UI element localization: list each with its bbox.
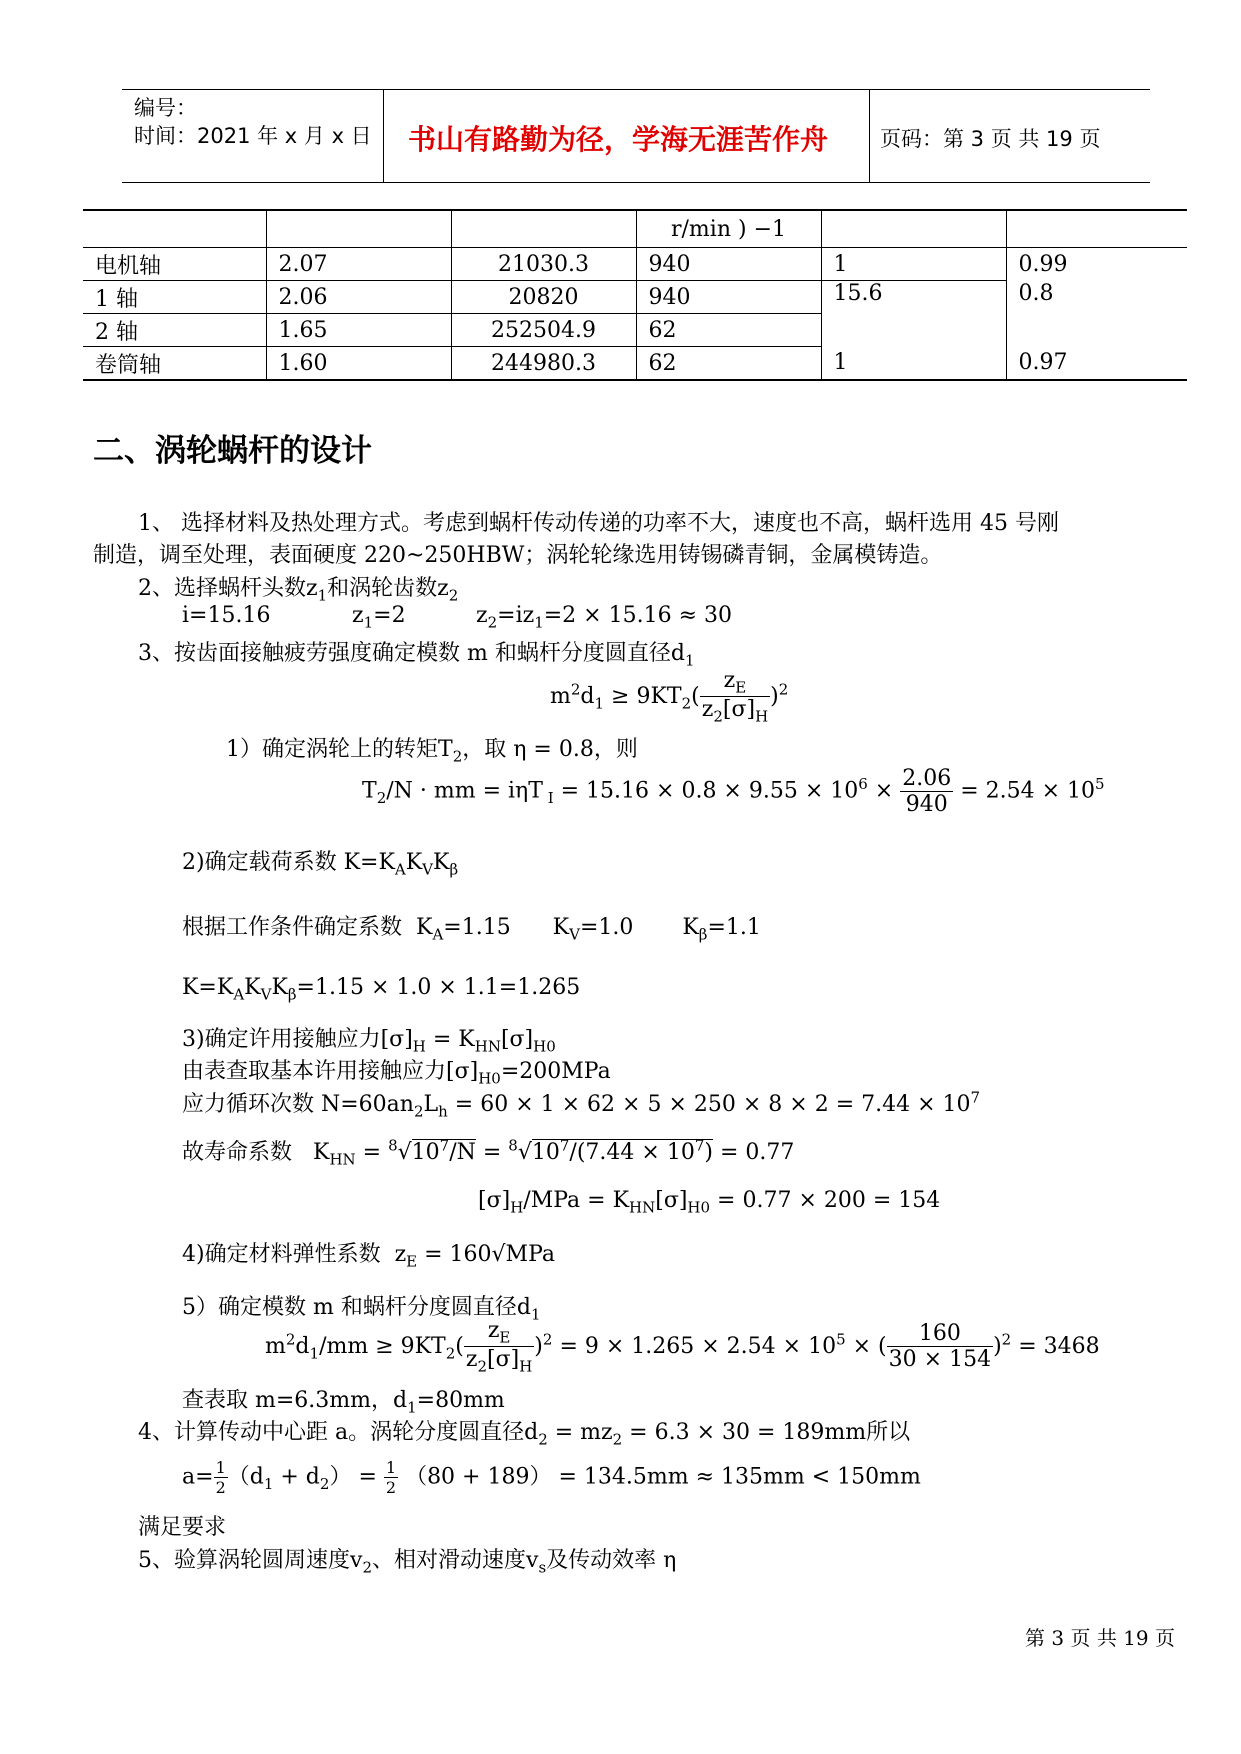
header-date: 时间：2021 年 x 月 x 日 [134,124,372,148]
header-motto: 书山有路勤为径，学海无涯苦作舟 [408,123,829,156]
i-value: i=15.16 [182,603,271,628]
table-row: 卷筒轴 1.60 244980.3 62 1 0.97 [83,347,1187,381]
header-page: 页码：第 3 页 共 19 页 [880,127,1101,151]
header-top-rule [122,89,1150,90]
sub-step-3: 3)确定许用接触应力$[\sigma]_H = K_{HN}[\sigma]_{H0}$ [182,1027,556,1056]
step-3: 3、按齿面接触疲劳强度确定模数 m 和蜗杆分度圆直径$d_1$ [138,641,695,670]
life-factor: 故寿命系数 $K_{HN} = ^8√10^7/N = ^8√10^7/(7.44 \times 10^7) = 0.77$ [182,1136,795,1169]
step-5: 5、验算涡轮圆周速度$v_2$、相对滑动速度$v_s$及传动效率 η [138,1548,677,1577]
table-row [83,210,1187,248]
page-footer: 第 3 页 共 19 页 [1025,1626,1175,1650]
parameter-table [83,209,1187,381]
sub-step-1: 1）确定涡轮上的转矩$T_2$，取 η = 0.8，则 [226,737,638,766]
header-divider [383,89,384,182]
header-divider [869,89,870,182]
sub-step-5: 5）确定模数 m 和蜗杆分度圆直径$d_1$ [182,1295,541,1324]
paragraph-line: 制造，调至处理，表面硬度 220~250HBW；涡轮轮缘选用铸锡磷青铜，金属模铸造。 [93,543,943,568]
table-row: 电机轴 2.07 21030.3 940 1 0.99 [83,248,1187,281]
sub-step-4: 4)确定材料弹性系数 $z_E = 160√MPa$ [182,1242,556,1271]
cycle-count: 应力循环次数 $N=60an_2L_h = 60 \times 1 \times 62 \times 5 \times 250 \times 8 \times 2 = 7.44 \times 10^7$ [182,1088,981,1121]
formula-module: $m^2d_1/mm \ge 9KT_2$( $\frac{z_E}{z_2[\sigma]_H}$ )$^2 = 9 \times 1.265 \times 2.54 \times 10^5$ × ( $\frac{160}{30 \times 154}$ )$^2$ = 3468 [265,1318,1100,1376]
formula-contact: $m^2d_1 \ge 9KT_2$( $\frac{z_E}{z_2[\sigma]_H}$ )$^2$ [550,668,789,726]
base-stress: 由表查取基本许用接触应力$[\sigma]_{H0}=200MPa$ [182,1059,611,1088]
allowable-stress: $[\sigma]_H$/MPa = $K_{HN}[\sigma]_{H0} = 0.77 \times 200 = 154$ [478,1188,941,1217]
center-distance: a= $\frac{1}{2}$ $(d_1 + d_2)$ = $\frac{1}{2}$ （80 + 189） = 134.5mm ≈ 135mm < 150mm [182,1458,921,1497]
table-row: 1 轴 2.06 20820 940 15.6 0.8 [83,281,1187,314]
module-result: 查表取 m=6.3mm，$d_1=80mm$ [182,1388,505,1417]
satisfy-text: 满足要求 [138,1515,227,1540]
z1-value: $z_1=2$ [352,603,406,632]
header-number: 编号： [134,96,197,120]
k-calc: $K=K_AK_VK_\beta=1.15 \times 1.0 \times 1.1=1.265$ [182,975,581,1004]
step-4: 4、计算传动中心距 a。涡轮分度圆直径$d_2 = mz_2 = 6.3 \times 30 = 189mm$所以 [138,1420,911,1449]
formula-torque: $T_2/N$ · mm = iηT $_Ⅰ = 15.16 \times 0.8 \times 9.55 \times 10^6$ × $\frac{2.06}{940}$ = $2.54 \times 10^5$ [362,766,1105,817]
table-row: 2 轴 1.65 252504.9 62 [83,314,1187,347]
unit-cell: r/min ) −1 [636,210,821,248]
sub-step-2: 2)确定载荷系数 $K=K_AK_VK_\beta$ [182,850,459,879]
section-title: 二、涡轮蜗杆的设计 [93,433,372,469]
step-2: 2、选择蜗杆头数$z_1$和涡轮齿数$z_2$ [138,576,459,605]
coefficients: 根据工作条件确定系数 $K_A=1.15$ $K_V=1.0$ $K_\beta=1.1$ [182,915,761,944]
paragraph-line: 1、 选择材料及热处理方式。考虑到蜗杆传动传递的功率不大，速度也不高，蜗杆选用 45 号刚 [138,511,1059,536]
z2-value: $z_2=iz_1=2 \times 15.16 \approx 30$ [476,603,732,632]
header-bottom-rule [122,182,1150,183]
